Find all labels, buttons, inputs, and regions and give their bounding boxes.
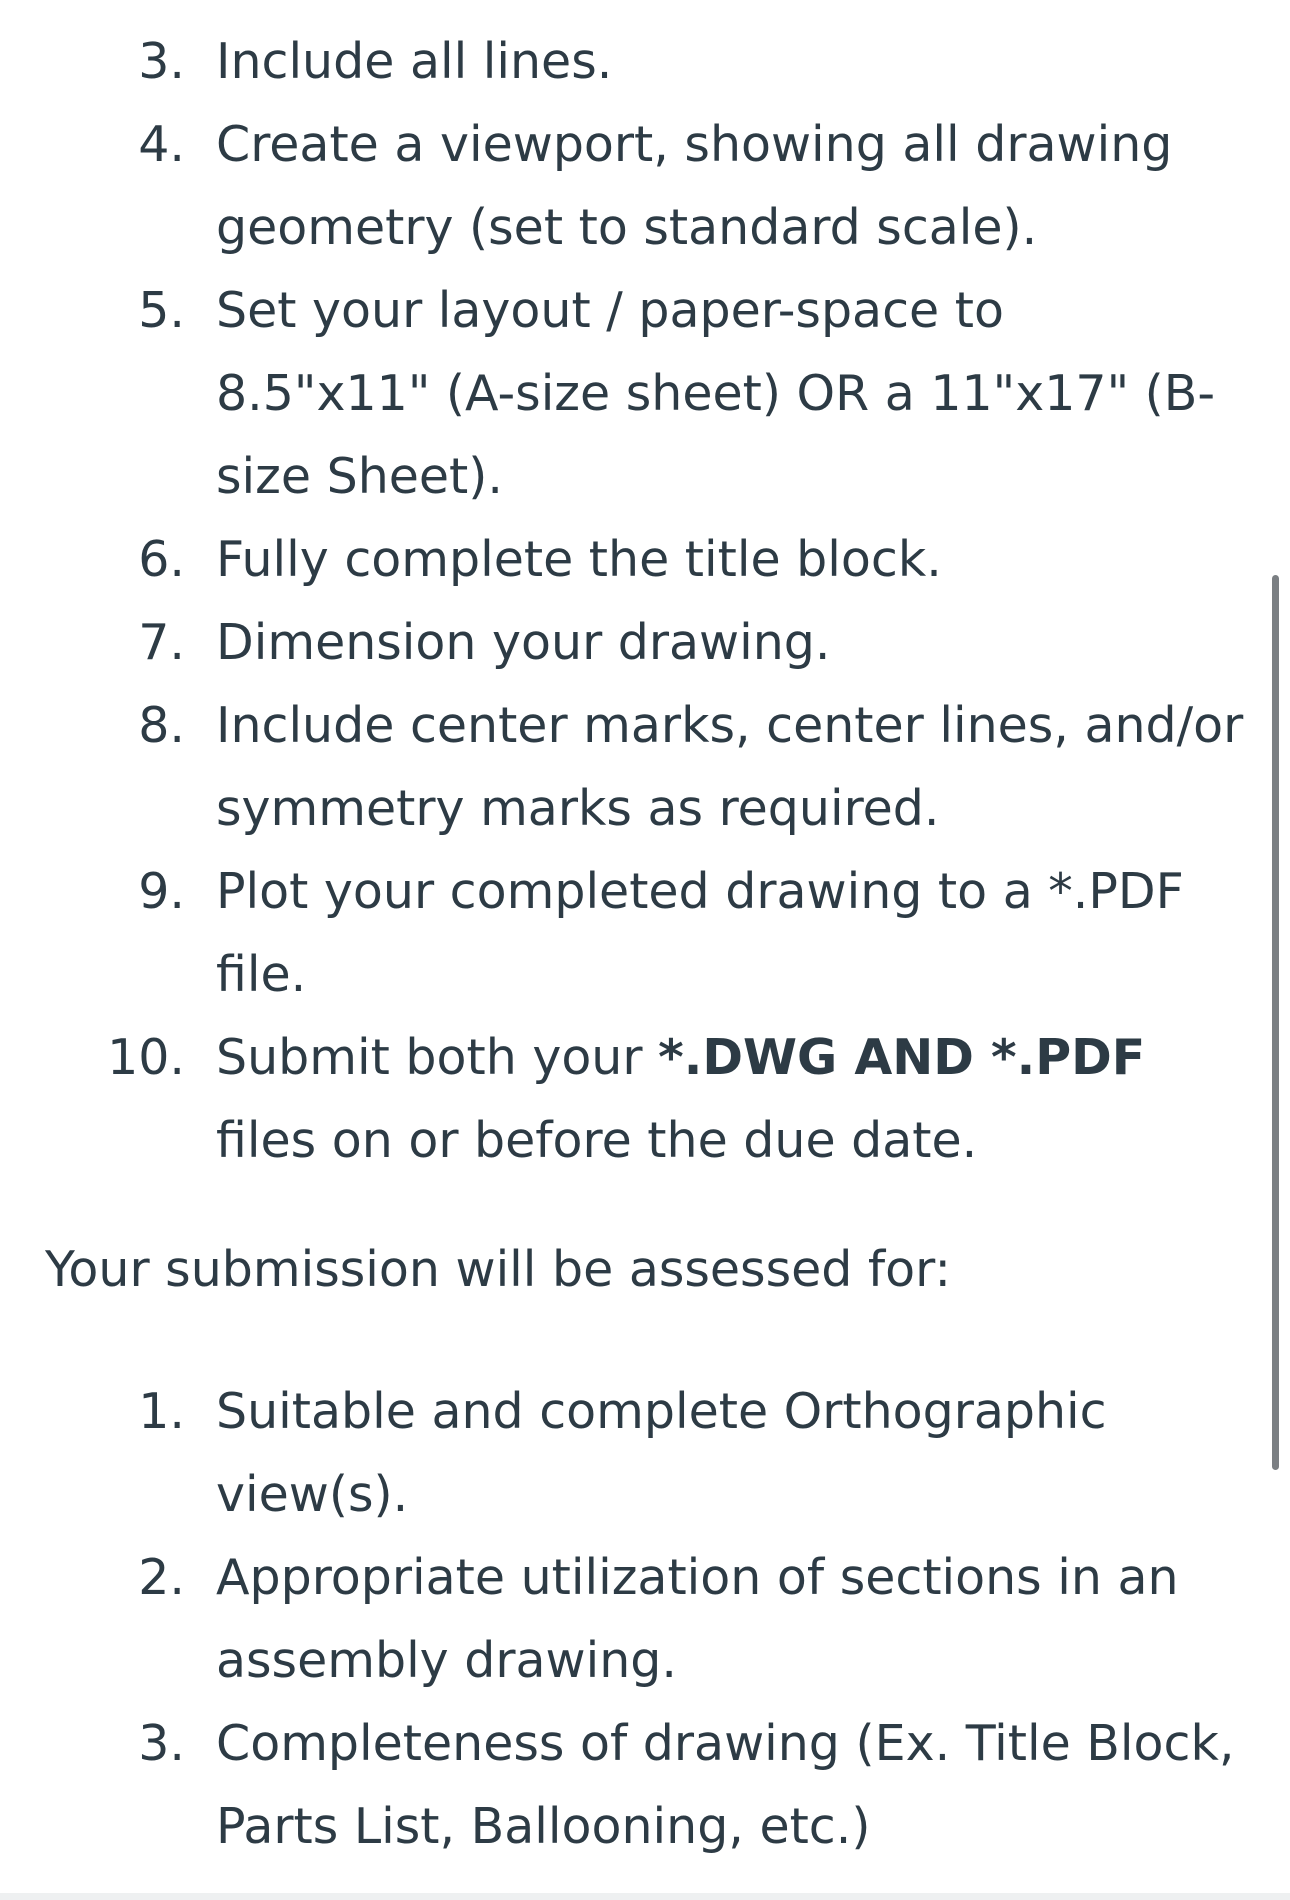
list-item (0, 1016, 1290, 1182)
list-item-number: 7. (138, 614, 185, 671)
assessment-intro-paragraph: Your submission will be assessed for: (45, 1241, 951, 1298)
bottom-divider (0, 1893, 1290, 1900)
vertical-scrollbar-thumb[interactable] (1272, 575, 1279, 1470)
list-item-number: 9. (138, 863, 185, 920)
list-item-number: 10. (107, 1029, 185, 1086)
list-item-number: 2. (138, 1549, 185, 1606)
assessment-criteria-list (0, 1370, 1290, 1868)
list-item-number: 5. (138, 282, 185, 339)
list-item-text-line: size Sheet). (216, 448, 503, 505)
list-item-text: Include all lines. (216, 33, 613, 90)
list-item (0, 601, 1290, 684)
list-item-text: Fully complete the title block. (216, 531, 942, 588)
list-item (0, 1702, 1290, 1868)
list-item-number: 1. (138, 1383, 185, 1440)
list-item-text-line: 8.5"x11" (A-size sheet) OR a 11"x17" (B- (216, 365, 1216, 422)
list-item-number: 8. (138, 697, 185, 754)
list-item-text: Appropriate utilization of sections in an assembly drawing. (216, 1549, 1179, 1689)
list-item (0, 103, 1290, 269)
list-item-text: Plot your completed drawing to a *.PDF file. (216, 863, 1184, 1003)
list-item (0, 518, 1290, 601)
list-item (0, 1370, 1290, 1536)
list-item (0, 20, 1290, 103)
list-item-text: Include center marks, center lines, and/or symmetry marks as required. (216, 697, 1244, 837)
list-item (0, 1536, 1290, 1702)
list-item-number: 4. (138, 116, 185, 173)
list-item-text: Suitable and complete Orthographic view(s). (216, 1383, 1107, 1523)
list-item-number: 6. (138, 531, 185, 588)
list-item-number: 3. (138, 1715, 185, 1772)
list-item-number: 3. (138, 33, 185, 90)
list-item-text-prefix: Submit both your (216, 1029, 659, 1086)
list-item-text-suffix: files on or before the due date. (216, 1112, 978, 1169)
list-item-text: Dimension your drawing. (216, 614, 831, 671)
list-item (0, 684, 1290, 850)
list-item-text (216, 1016, 1250, 1182)
list-item (0, 850, 1290, 1016)
list-item (0, 269, 1290, 518)
list-item-text: Create a viewport, showing all drawing geometry (set to standard scale). (216, 116, 1173, 256)
list-item-text-line: Set your layout / paper-space to (216, 282, 1004, 339)
file-types-bold-text: *.DWG AND *.PDF (658, 1029, 1146, 1086)
list-item-text: Completeness of drawing (Ex. Title Block, Parts List, Ballooning, etc.) (216, 1715, 1235, 1855)
instruction-steps-list (0, 20, 1290, 1182)
